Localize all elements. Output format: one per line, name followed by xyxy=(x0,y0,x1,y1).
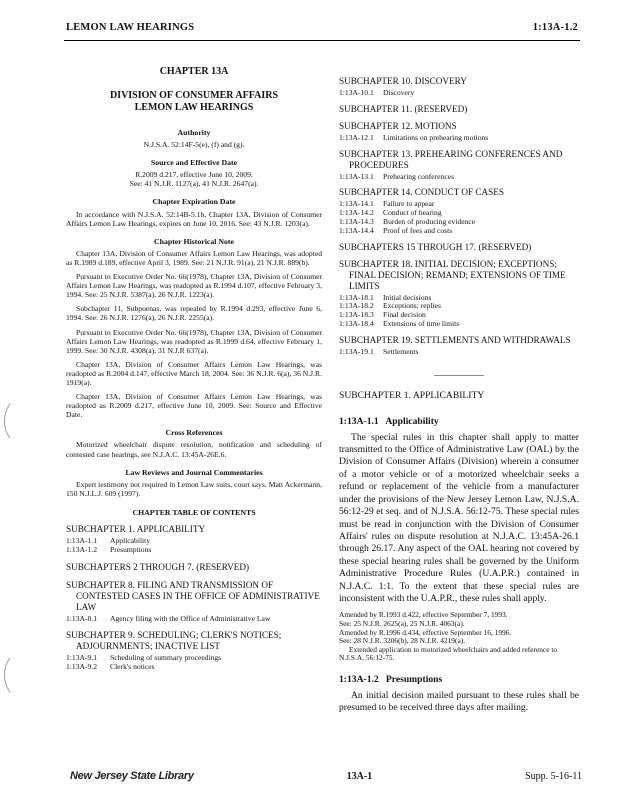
toc-entry-number: 1:13A-14.2 xyxy=(339,208,374,218)
toc-subchapter-title: SUBCHAPTER 8. FILING AND TRANSMISSION OF CONTESTED CASES IN THE OFFICE OF ADMINISTRATIVE LAW xyxy=(66,579,320,612)
toc-entry-number: 1:13A-14.3 xyxy=(339,216,374,226)
history-para: Chapter 13A, Division of Consumer Affairs Lemon Law Hearings, was readopted as R.2009 d.217, effective June 10, 2009. See: Source and Effective Date. xyxy=(66,392,322,420)
toc-entry xyxy=(339,311,579,320)
toc-entry-number: 1:13A-14.1 xyxy=(339,199,374,209)
history-para: Subchapter 11, Subpoenas, was repealed by R.1994 d.293, effective June 6, 1994. See: 26 N.J.R. 1276(a), 26 N.J.R. 2255(a). xyxy=(66,304,322,323)
toc-entry-title: Proof of fees and costs xyxy=(383,225,453,235)
header-section: 1:13A-1.2 xyxy=(532,22,578,33)
section-1-2-text: An initial decision mailed pursuant to these rules shall be presumed to be received three days after mailing. xyxy=(339,690,579,714)
toc-entry-title: Clerk's notices xyxy=(110,662,155,672)
toc-entry-title: Scheduling of summary proceedings xyxy=(110,653,222,663)
toc-entry-title: Presumptions xyxy=(110,544,152,554)
binder-hole-mark xyxy=(4,398,36,444)
toc-entry-title: Burden of producing evidence xyxy=(383,216,476,226)
toc-entry-title: Applicability xyxy=(110,536,151,545)
reviews-heading: Law Reviews and Journal Commentaries xyxy=(125,467,263,477)
division-subtitle: LEMON LAW HEARINGS xyxy=(134,102,254,113)
history-heading: Chapter Historical Note xyxy=(154,236,234,246)
toc-entry xyxy=(339,227,579,236)
running-header xyxy=(66,22,578,33)
supplement-date: Supp. 5-16-11 xyxy=(525,770,582,782)
toc-entry-number: 1:13A-13.1 xyxy=(339,171,374,181)
toc-subchapter-title: SUBCHAPTER 19. SETTLEMENTS AND WITHDRAWALS xyxy=(339,334,571,345)
toc-entry-title: Initial decisions xyxy=(383,292,432,302)
amendment-note: Amended by R.1996 d.434, effective September 16, 1996. xyxy=(339,627,512,637)
toc-left xyxy=(66,524,322,672)
toc-entry xyxy=(66,546,322,555)
header-rule xyxy=(64,40,580,41)
toc-subchapter-title: SUBCHAPTER 1. APPLICABILITY xyxy=(66,524,206,534)
toc-entry xyxy=(66,537,322,546)
chapter-number: CHAPTER 13A xyxy=(159,66,229,77)
toc-entry-title: Extensions of time limits xyxy=(383,318,460,328)
history-para: Pursuant to Executive Order No. 66(1978), Chapter 13A, Division of Consumer Affairs Lemon Law Hearings, was readopted as R.1994 d.107, effective February 3, 1994. See: 25 N.J.R. 5387(a), 26 N.J.R. 1223(a). xyxy=(66,272,322,300)
amendment-note: Amended by R.1993 d.422, effective September 7, 1993. xyxy=(339,610,508,620)
toc-subchapter-title: SUBCHAPTERS 15 THROUGH 17. (RESERVED) xyxy=(339,241,532,252)
history-para: Chapter 13A, Division of Consumer Affairs Lemon Law Hearings, was readopted as R.2004 d.147, effective March 18, 2004. See: 36 N.J.R. 6(a), 36 N.J.R. 1919(a). xyxy=(66,359,322,387)
toc-entry xyxy=(339,302,579,311)
right-column xyxy=(339,70,579,721)
toc-right xyxy=(339,76,579,357)
section-1-1-heading xyxy=(339,417,579,426)
page-footer xyxy=(70,770,582,782)
toc-entry-title: Agency filing with the Office of Administrative Law xyxy=(110,613,271,623)
left-column xyxy=(66,66,322,672)
division-title: DIVISION OF CONSUMER AFFAIRS xyxy=(109,90,279,101)
toc-entry xyxy=(339,134,579,143)
toc-entry-number: 1:13A-8.1 xyxy=(66,613,98,623)
section-1-2-number: 1:13A-1.2 xyxy=(339,673,379,685)
toc-entry xyxy=(66,663,322,672)
expiration-heading: Chapter Expiration Date xyxy=(152,197,236,207)
section-1-1-number: 1:13A-1.1 xyxy=(339,415,379,427)
toc-entry-number: 1:13A-18.4 xyxy=(339,318,374,328)
toc-entry-number: 1:13A-18.1 xyxy=(339,292,374,302)
toc-entry-number: 1:13A-1.2 xyxy=(66,544,98,554)
toc-subchapter-title: SUBCHAPTER 12. MOTIONS xyxy=(339,120,457,131)
cross-ref-heading: Cross References xyxy=(165,428,223,438)
header-title: LEMON LAW HEARINGS xyxy=(66,22,195,33)
toc-subchapter-title: SUBCHAPTER 11. (RESERVED) xyxy=(339,103,468,114)
toc-entry xyxy=(339,173,579,182)
toc-entry-number: 1:13A-1.1 xyxy=(66,536,98,545)
toc-entry xyxy=(339,348,579,357)
history-para: Chapter 13A, Division of Consumer Affairs Lemon Law Hearings, was adopted as R.1989 d.189, effective April 3, 1989. See: 21 N.J.R. 91(a), 21 N.J.R. 889(b). xyxy=(66,248,322,267)
amendment-note: See: 25 N.J.R. 2625(a), 25 N.J.R. 4063(a). xyxy=(339,618,465,628)
toc-entry-number: 1:13A-14.4 xyxy=(339,225,374,235)
toc-entry xyxy=(339,89,579,98)
section-1-1-text: The special rules in this chapter shall apply to matter transmitted to the Office of Administrative Law (OAL) by the Division of Consumer Affairs (Division) wherein a consumer of a motor vehicle or of a motorized wheelchair seeks a refund or replacement of the vehicle from a manufacturer under the provisions of the New Jersey Lemon Law, N.J.S.A. 56:12-29 et seq. and of N.J.S.A. 56:12-75. These special rules must be read in conjunction with the Division of Consumer Affairs' rules on dispute resolution at N.J.A.C. 13:45A-26.1 through 26.17. Any aspect of the OAL hearing not covered by these special hearing rules shall be governed by the Uniform Administrative Procedure Rules (U.A.P.R.) contained in N.J.A.C. 1:1. To the extent that these special rules are inconsistent with the U.A.P.R., these rules shall apply. xyxy=(339,431,579,604)
toc-entry-title: Prehearing conferences xyxy=(383,171,455,181)
toc-entry-title: Exceptions; replies xyxy=(383,301,441,311)
toc-entry-title: Conduct of hearing xyxy=(383,208,442,218)
toc-entry-title: Limitations on prehearing motions xyxy=(383,132,489,142)
toc-entry-title: Discovery xyxy=(383,88,415,97)
toc-entry-number: 1:13A-18.2 xyxy=(339,301,374,311)
section-separator xyxy=(434,375,484,376)
toc-entry xyxy=(66,615,322,624)
toc-subchapter-title: SUBCHAPTER 14. CONDUCT OF CASES xyxy=(339,187,504,198)
toc-entry xyxy=(339,200,579,209)
toc-entry-number: 1:13A-9.1 xyxy=(66,653,98,663)
toc-entry-number: 1:13A-10.1 xyxy=(339,88,374,97)
amendment-note: Extended application to motorized wheelchairs and added reference to N.J.S.A. 56:12-75. xyxy=(339,644,558,663)
authority-text: N.J.S.A. 52:14F-5(e), (f) and (g). xyxy=(143,140,245,150)
reviews-text: Expert testimony not required in Lemon Law suits, court says. Matt Ackermann, 150 N.J.L.J. 609 (1997). xyxy=(66,479,322,498)
toc-entry xyxy=(339,218,579,227)
authority-heading: Authority xyxy=(177,128,211,137)
toc-entry xyxy=(339,294,579,303)
toc-entry-number: 1:13A-19.1 xyxy=(339,346,374,356)
amendment-note: See: 28 N.J.R. 3206(b), 28 N.J.R. 4219(a). xyxy=(339,636,466,646)
toc-entry-title: Final decision xyxy=(383,310,426,320)
toc-entry-number: 1:13A-12.1 xyxy=(339,132,374,142)
history-para: Pursuant to Executive Order No. 66(1978), Chapter 13A, Division of Consumer Affairs Lemon Law Hearings, was readopted as R.1999 d.64, effective February 1, 1999. See: 30 N.J.R. 4308(a), 31 N.J.R 637(a). xyxy=(66,327,322,355)
section-1-2-title: Presumptions xyxy=(385,673,443,685)
toc-subchapter-title: SUBCHAPTER 9. SCHEDULING; CLERK'S NOTICES; ADJOURNMENTS; INACTIVE LIST xyxy=(66,630,282,652)
toc-entry-title: Settlements xyxy=(383,346,419,356)
expiration-text: In accordance with N.J.S.A. 52:14B-5.1b, Chapter 13A, Division of Consumer Affairs Lemon Law Hearings, expires on June 10, 2016. See: 43 N.J.R. 1203(a). xyxy=(66,209,322,228)
page-number: 13A-1 xyxy=(346,770,373,782)
toc-entry xyxy=(339,320,579,329)
source-heading: Source and Effective Date xyxy=(150,158,238,168)
section-1-1-title: Applicability xyxy=(385,415,439,427)
toc-subchapter-title: SUBCHAPTERS 2 THROUGH 7. (RESERVED) xyxy=(66,561,250,572)
toc-subchapter-title: SUBCHAPTER 13. PREHEARING CONFERENCES AND PROCEDURES xyxy=(339,148,563,170)
section-1-2-heading xyxy=(339,675,579,684)
binder-hole-mark xyxy=(4,652,36,698)
library-stamp: New Jersey State Library xyxy=(70,770,194,782)
source-line-1: R.2009 d.217, effective June 10, 2009. xyxy=(135,170,253,180)
toc-entry xyxy=(66,654,322,663)
toc-entry-number: 1:13A-9.2 xyxy=(66,662,98,672)
cross-ref-text: Motorized wheelchair dispute resolution, notification and scheduling of contested case hearings, see N.J.A.C. 13:45A-26E.6. xyxy=(66,440,322,459)
toc-heading: CHAPTER TABLE OF CONTENTS xyxy=(132,507,256,517)
subchapter-1-heading: SUBCHAPTER 1. APPLICABILITY xyxy=(339,389,485,401)
toc-subchapter-title: SUBCHAPTER 18. INITIAL DECISION; EXCEPTIONS; FINAL DECISION; REMAND; EXTENSIONS OF TIME LIMITS xyxy=(339,258,566,291)
toc-entry-number: 1:13A-18.3 xyxy=(339,310,374,320)
toc-entry-title: Failure to appear xyxy=(383,199,435,209)
source-line-2: See: 41 N.J.R. 1127(a), 41 N.J.R. 2647(a). xyxy=(129,179,259,189)
toc-subchapter-title: SUBCHAPTER 10. DISCOVERY xyxy=(339,76,467,86)
